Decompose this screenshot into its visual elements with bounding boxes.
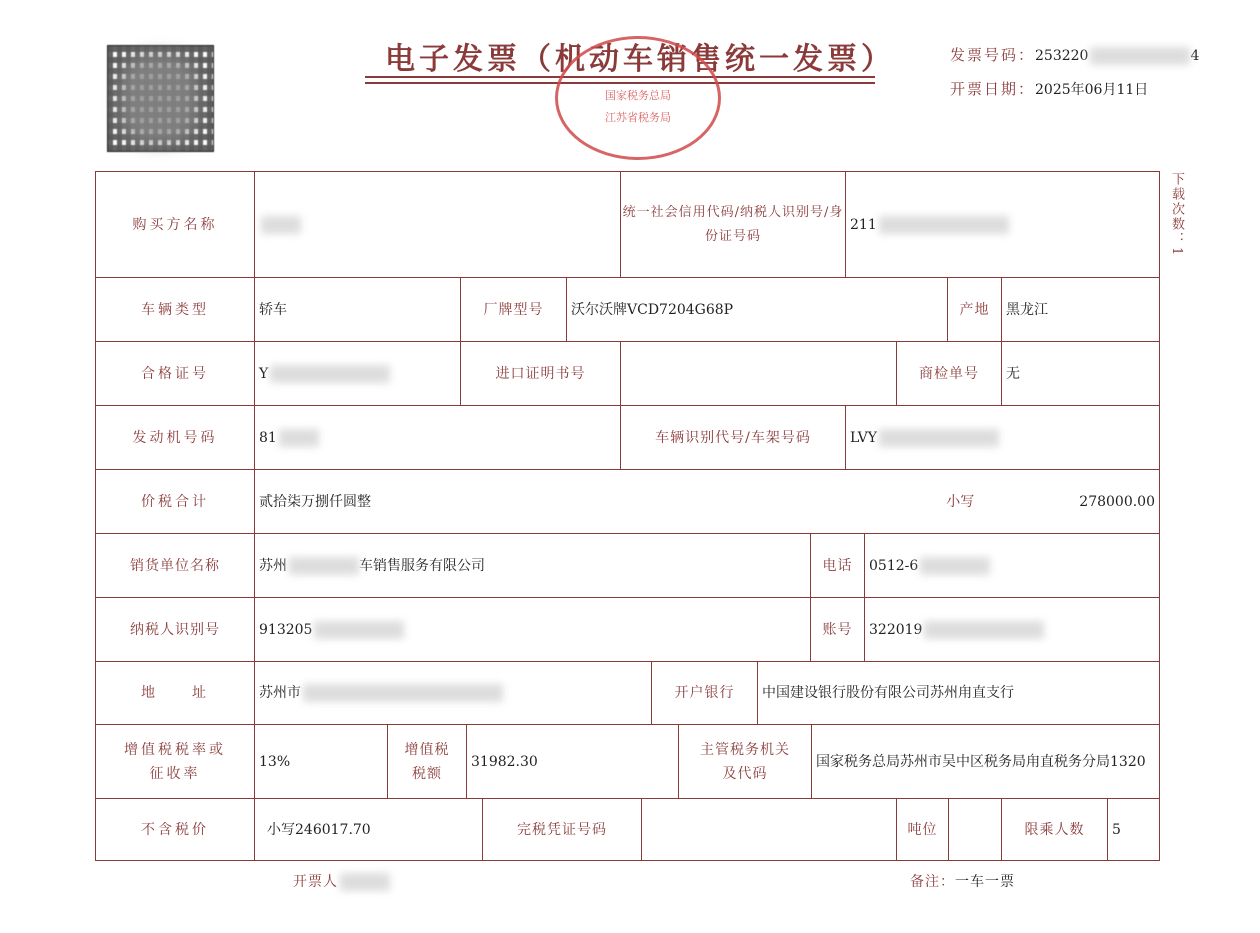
engine-label: 发动机号码 — [95, 405, 255, 470]
account-label: 账号 — [810, 597, 865, 662]
vin-text: LVY — [850, 429, 877, 446]
seal-text-1: 国家税务总局 — [605, 89, 671, 102]
invoice-number-value: 253220 — [1035, 48, 1089, 64]
engine-text: 81 — [259, 429, 277, 446]
redacted-blur — [879, 216, 1009, 234]
seats-label: 限乘人数 — [1001, 798, 1108, 861]
tax-amount-label: 增值税税额 — [387, 724, 467, 799]
redacted-blur — [340, 873, 390, 891]
tax-rate-label: 增值税税率或征收率 — [95, 724, 255, 799]
voucher-value — [641, 798, 897, 861]
brand-model-value: 沃尔沃牌VCD7204G68P — [566, 277, 948, 342]
issuer-label: 开票人 — [293, 874, 338, 890]
import-cert-label: 进口证明书号 — [460, 341, 621, 406]
invoice-date-value: 2025年06月11日 — [1035, 82, 1149, 98]
seller-taxid-text: 913205 — [259, 621, 313, 638]
bank-value: 中国建设银行股份有限公司苏州甪直支行 — [757, 661, 1160, 725]
buyer-id-text: 211 — [850, 216, 877, 233]
invoice-title: 电子发票（机动车销售统一发票） — [385, 42, 895, 77]
bank-label: 开户银行 — [651, 661, 758, 725]
brand-model-label: 厂牌型号 — [460, 277, 567, 342]
invoice-number — [950, 44, 1199, 65]
remark-label: 备注： — [910, 874, 955, 890]
remark — [910, 871, 1015, 891]
import-cert-value — [620, 341, 897, 406]
vin-label: 车辆识别代号/车架号码 — [620, 405, 846, 470]
tonnage-value — [948, 798, 1002, 861]
inspection-value: 无 — [1001, 341, 1160, 406]
engine-value — [254, 405, 621, 470]
total-label: 价税合计 — [95, 469, 255, 534]
vehicle-type-value: 轿车 — [254, 277, 461, 342]
address-text: 苏州市 — [259, 685, 301, 701]
tax-seal — [555, 36, 721, 160]
qr-code — [107, 45, 214, 152]
buyer-name-value — [254, 171, 621, 278]
vin-value — [845, 405, 1160, 470]
seller-name-prefix: 苏州 — [259, 557, 287, 574]
seal-text-2: 江苏省税务局 — [605, 111, 671, 124]
invoice-number-tail: 4 — [1190, 48, 1200, 64]
seats-value: 5 — [1107, 798, 1160, 861]
origin-value: 黑龙江 — [1001, 277, 1160, 342]
buyer-id-value — [845, 171, 1160, 278]
certificate-text: Y — [259, 365, 269, 382]
tax-rate-value: 13% — [254, 724, 388, 799]
account-text: 322019 — [869, 621, 923, 638]
vehicle-type-label: 车辆类型 — [95, 277, 255, 342]
redacted-blur — [261, 216, 301, 234]
total-small-label: 小写 — [946, 493, 975, 510]
redacted-blur — [314, 621, 404, 639]
price-excl-label: 不含税价 — [95, 798, 255, 861]
download-count: 下载次数：1 — [1169, 172, 1184, 258]
tax-amount-value: 31982.30 — [466, 724, 679, 799]
total-uppercase: 贰拾柒万捌仟圆整 — [259, 493, 371, 510]
tonnage-label: 吨位 — [896, 798, 949, 861]
issuer — [293, 871, 390, 891]
remark-value: 一车一票 — [955, 874, 1015, 890]
redacted-blur — [279, 429, 319, 447]
account-value — [864, 597, 1160, 662]
address-value — [254, 661, 652, 725]
address-label: 地 址 — [95, 661, 255, 725]
seller-name-value — [254, 533, 811, 598]
redacted-blur — [303, 684, 503, 702]
tax-authority-label: 主管税务机关及代码 — [678, 724, 812, 799]
inspection-label: 商检单号 — [896, 341, 1002, 406]
invoice-date — [950, 78, 1148, 99]
total-value — [254, 469, 1160, 534]
redacted-blur — [1090, 47, 1190, 65]
phone-text: 0512-6 — [869, 557, 919, 574]
seller-name-label: 销货单位名称 — [95, 533, 255, 598]
seller-name-suffix: 车销售服务有限公司 — [359, 557, 485, 574]
redacted-blur — [879, 429, 999, 447]
phone-label: 电话 — [810, 533, 865, 598]
redacted-blur — [270, 365, 390, 383]
price-excl-value: 小写246017.70 — [254, 798, 483, 861]
invoice-date-label: 开票日期： — [950, 80, 1036, 98]
redacted-blur — [289, 557, 359, 575]
certificate-value — [254, 341, 461, 406]
phone-value — [864, 533, 1160, 598]
seller-taxid-value — [254, 597, 811, 662]
tax-authority-value — [811, 724, 1160, 799]
buyer-name-label: 购买方名称 — [95, 171, 255, 278]
invoice-table — [95, 171, 1160, 861]
invoice-number-label: 发票号码： — [950, 46, 1036, 64]
total-small-value: 278000.00 — [1079, 493, 1155, 510]
seller-taxid-label: 纳税人识别号 — [95, 597, 255, 662]
origin-label: 产地 — [947, 277, 1002, 342]
redacted-blur — [920, 557, 990, 575]
buyer-id-label: 统一社会信用代码/纳税人识别号/身份证号码 — [620, 171, 846, 278]
voucher-label: 完税凭证号码 — [482, 798, 642, 861]
redacted-blur — [924, 621, 1044, 639]
certificate-label: 合格证号 — [95, 341, 255, 406]
tax-authority-text: 国家税务总局苏州市吴中区税务局甪直税务分局1320 — [816, 753, 1146, 770]
